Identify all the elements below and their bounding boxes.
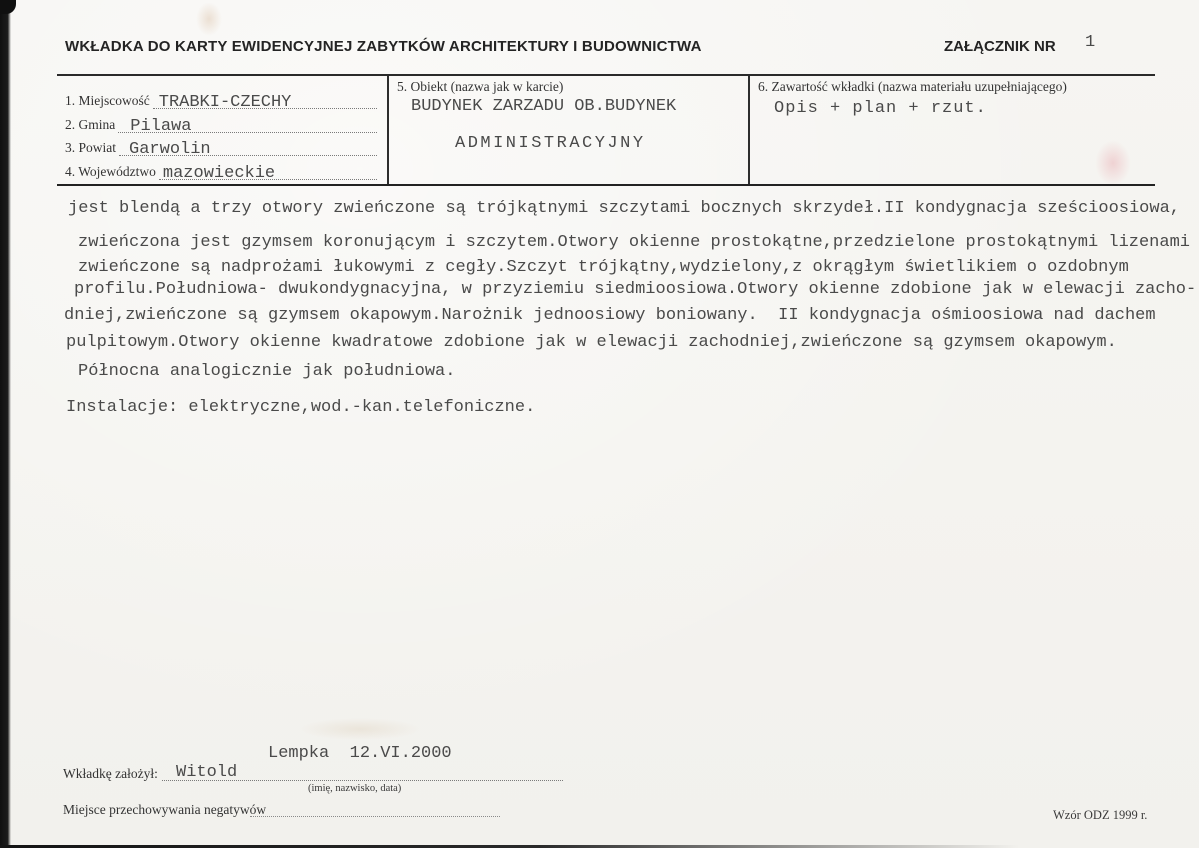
field-value: mazowieckie [162,164,276,183]
description-line: zwieńczone są nadprożami łukowymi z cegły.Szczyt trójkątny,wydzielony,z okrągłym świetlikiem o ozdobnym [78,258,1129,277]
field-label: 1. Miejscowość [65,92,150,108]
dotted-line [118,115,377,136]
scan-artifact [300,718,420,740]
scan-artifact [196,2,222,36]
field-value: Pilawa [130,116,192,136]
founder-hint: (imię, nazwisko, data) [308,783,402,794]
dotted-line [119,138,377,160]
object-box-label: 5. Obiekt (nazwa jak w karcie) [397,79,564,94]
dotted-line [159,162,377,183]
object-box [387,76,748,184]
content-box-label: 6. Zawartość wkładki (nazwa materiału uzupełniającego) [758,79,1067,94]
description-line: profilu.Południowa- dwukondygnacyjna, w przyziemiu siedmioosiowa.Otwory okienne zdobione jak w elewacji zacho- [74,280,1197,299]
description-line: jest blendą a trzy otwory zwieńczone są trójkątnymi szczytami bocznych skrzydeł.II kondygnacja sześcioosiowa, [68,199,1180,218]
object-name-line2: ADMINISTRACYJNY [455,134,646,153]
field-value: TRABKI-CZECHY [158,92,292,112]
description-line: dniej,zwieńczone są gzymsem okapowym.Narożnik jednoosiowy boniowany. II kondygnacja ośmioosiowa nad dachem [64,306,1156,325]
field-powiat [65,133,377,160]
scan-corner-artifact [0,0,16,14]
field-label: 4. Województwo [65,164,156,179]
field-label: 2. Gmina [65,116,116,132]
field-label: 3. Powiat [65,140,117,156]
description-line: pulpitowym.Otwory okienne kwadratowe zdobione jak w elewacji zachodniej,zwieńczone są gzymsem okapowym. [66,333,1117,352]
attachment-label: ZAŁĄCZNIK NR [944,38,1056,55]
description-line: Instalacje: elektryczne,wod.-kan.telefoniczne. [66,398,536,417]
field-miejscowosc [65,85,377,112]
content-box-value: Opis + plan + rzut. [774,99,987,118]
founder-label: Wkładkę założył: [63,766,158,781]
dotted-line [153,91,377,112]
form-table [57,74,1155,186]
field-value: Garwolin [129,140,211,160]
attachment-number: 1 [1085,33,1096,52]
content-box [748,76,1155,184]
scan-edge-left [0,0,11,848]
negatives-label: Miejsce przechowywania negatywów [63,802,267,817]
object-name-line1: BUDYNEK ZARZADU OB.BUDYNEK [411,97,677,116]
field-wojewodztwo [65,156,377,183]
location-fields [57,76,387,184]
field-gmina [65,109,377,136]
founder-name-date: Lempka 12.VI.2000 [268,744,452,763]
description-line: Północna analogicznie jak południowa. [78,362,456,381]
form-model-label: Wzór ODZ 1999 r. [1053,808,1148,822]
description-line: zwieńczona jest gzymsem koronującym i szczytem.Otwory okienne prostokątne,przedzielone prostokątnymi lizenami [78,233,1190,252]
page-title: WKŁADKA DO KARTY EWIDENCYJNEJ ZABYTKÓW ARCHITEKTURY I BUDOWNICTWA [65,38,702,55]
dotted-line [250,800,500,817]
founder-first-name: Witold [176,763,238,782]
